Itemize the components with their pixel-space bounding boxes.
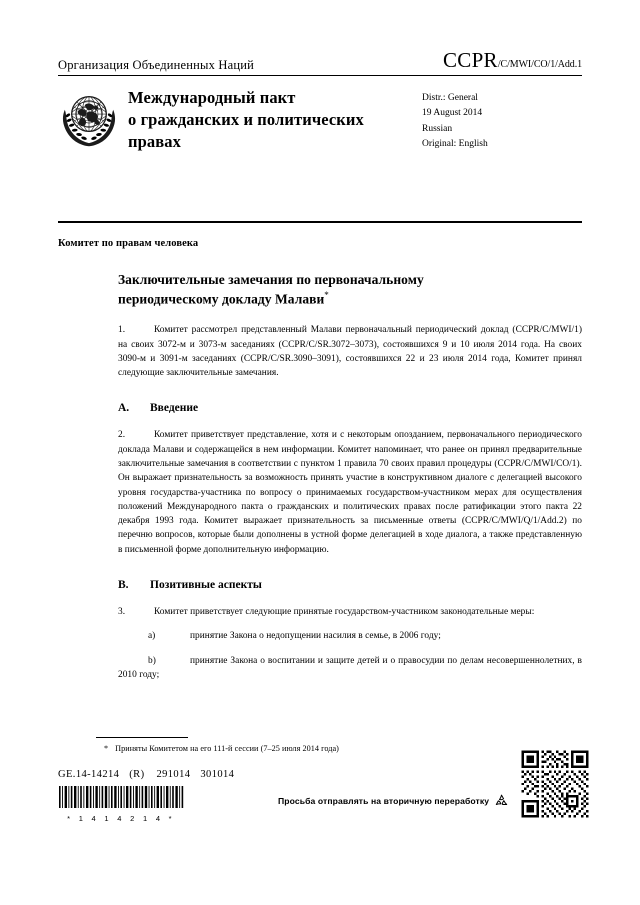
job-number-line	[58, 769, 234, 780]
barcode-icon	[58, 786, 184, 808]
recycle-text: Просьба отправлять на вторичную переработку	[278, 796, 490, 806]
masthead-rule-top	[58, 75, 582, 76]
section-heading-a	[118, 402, 582, 414]
footnote-area	[58, 737, 582, 753]
document-language: Russian	[422, 123, 453, 134]
qr-code	[519, 748, 591, 820]
subitem-body: принятие Закона о недопущении насилия в семье, в 2006 году;	[190, 631, 441, 642]
masthead-rule-bottom	[58, 221, 582, 223]
job-code-2: 301014	[200, 769, 235, 780]
section-heading-b	[118, 579, 582, 591]
paragraph-body: Комитет приветствует следующие принятые государством-участником законодательные меры:	[154, 607, 535, 618]
document-symbol-suffix: /C/MWI/CO/1/Add.1	[497, 59, 582, 70]
paragraph-text	[118, 605, 582, 619]
recycle-icon	[493, 793, 510, 809]
recycle-notice	[278, 793, 510, 809]
paragraph-text	[118, 323, 582, 380]
document-date: 19 August 2014	[422, 108, 483, 119]
un-emblem-icon	[58, 88, 120, 150]
job-language-code: (R)	[129, 769, 145, 780]
subitem-text	[118, 654, 582, 683]
subitem-label: b)	[148, 655, 156, 666]
original-language: Original: English	[422, 139, 488, 150]
paragraph-body: Комитет приветствует представление, хотя и с некоторым опозданием, первоначального периодического доклада Малави и содержащейся в нем информации. Комитет напоминает, что ранее он принял предварительные заключительные замечания в соответствии с пунктом 1 правила 70 своих правил процедуры (CCPR/C/MWI/CO/1). Он выражает признательность за возможность принять участие в конструктивном диалоге с делегацией высокого уровня государства-участника по вопросу о принимаемых государством-участником мерах для осуществления положений Международного пакта о гражданских и политических правах после ратификации этого пакта 22 декабря 1993 года. Комитет выражает признательность за письменные ответы (CCPR/C/MWI/Q/1/Add.2) по перечню вопросов, которые были дополнены в устной форме делегацией в ходе диалога, а также представленную в письменной форме дополнительную информацию.	[118, 430, 582, 555]
pact-title-cell	[128, 84, 422, 153]
document-title-line-1: Заключительные замечания по первоначальному	[118, 272, 424, 287]
paragraph-number: 1.	[118, 325, 126, 336]
footnote-separator	[96, 737, 188, 738]
barcode	[58, 786, 184, 823]
distribution-info	[422, 84, 582, 153]
paragraph-text	[118, 428, 582, 557]
committee-name: Комитет по правам человека	[58, 238, 199, 249]
distribution-type: Distr.: General	[422, 93, 478, 103]
document-symbol-main: CCPR	[442, 48, 498, 72]
section-title: Введение	[150, 402, 199, 415]
subitem-label: a)	[148, 631, 156, 642]
paragraph-1	[118, 323, 582, 380]
paragraph-2	[118, 428, 582, 557]
barcode-caption: * 1 4 1 4 2 1 4 *	[67, 814, 175, 823]
subitem-b	[118, 654, 582, 683]
masthead-title-row	[58, 84, 582, 155]
document-symbol	[443, 48, 582, 73]
document-title	[118, 271, 582, 309]
un-emblem-cell	[58, 84, 128, 155]
organization-name: Организация Объединенных Наций	[58, 58, 255, 72]
body-indent-column	[118, 271, 582, 682]
subitem-text	[118, 629, 582, 643]
document-title-footnote-marker: *	[324, 290, 329, 301]
document-body	[58, 238, 582, 682]
pact-title-line-2: о гражданских и политических	[128, 109, 364, 129]
section-title: Позитивные аспекты	[150, 579, 262, 592]
section-letter: A.	[118, 402, 130, 415]
paragraph-number: 2.	[118, 430, 126, 441]
paragraph-number: 3.	[118, 607, 126, 618]
document-title-line-2: периодическому докладу Малави	[118, 291, 325, 307]
footnote-marker: *	[104, 744, 109, 753]
pact-title-line-3: правах	[128, 131, 181, 151]
job-code-1: 291014	[156, 769, 191, 780]
qr-code-icon	[519, 748, 591, 820]
subitem-a	[118, 629, 582, 643]
footnote	[104, 744, 582, 753]
pact-title-line-1: Международный пакт	[128, 88, 296, 107]
organization-row	[58, 48, 582, 75]
subitem-body: принятие Закона о воспитании и защите детей и о правосудии по делам несовершеннолетних, в 2010 году;	[118, 655, 582, 680]
job-number: GE.14-14214	[58, 769, 120, 780]
paragraph-body: Комитет рассмотрел представленный Малави первоначальный периодический доклад (CCPR/C/MWI/1) на своих 3072-м и 3073-м заседаниях (CCPR/C/SR.3072–3073), состоявшихся 9 и 10 июля 2014 года. На своих 3090-м и 3091-м заседаниях (CCPR/C/SR.3090–3091), состоявшихся 22 и 23 июля 2014 года, Комитет принял следующие заключительные замечания.	[118, 325, 582, 379]
masthead	[58, 48, 582, 155]
paragraph-3	[118, 605, 582, 619]
pact-title	[128, 87, 422, 153]
section-letter: B.	[118, 579, 129, 592]
footnote-body: Приняты Комитетом на его 111-й сессии (7–25 июля 2014 года)	[115, 744, 339, 753]
